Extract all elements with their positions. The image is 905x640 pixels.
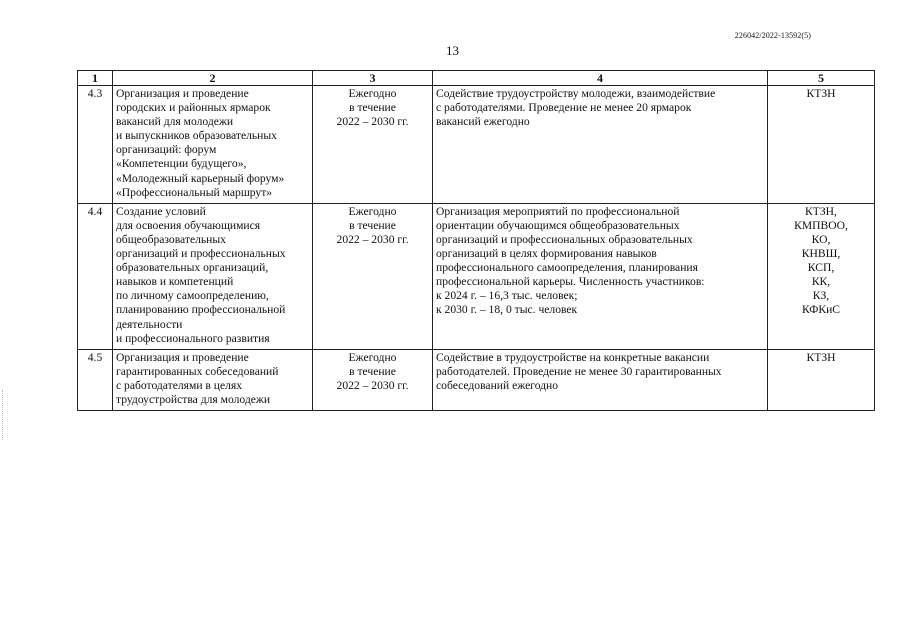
page-number: 13: [446, 43, 459, 58]
activity-executors: [768, 203, 875, 349]
activity-executors-line: КТЗН: [806, 350, 836, 364]
activity-result-line: организаций и профессиональных образовательных: [436, 232, 693, 246]
activity-term-line: в течение: [349, 101, 396, 115]
activity-term-line: Ежегодно: [348, 87, 397, 100]
activity-result-line: к 2030 г. – 18, 0 тыс. человек: [436, 303, 578, 317]
activity-result-line: с работодателями. Проведение не менее 20 ярмарок: [436, 101, 692, 115]
activity-name-line: вакансий для молодежи: [116, 115, 234, 129]
activity-name-line: и профессионального развития: [116, 331, 270, 345]
activity-name-line: и выпускников образовательных: [116, 129, 277, 143]
activity-term-line: Ежегодно: [348, 204, 397, 218]
table-row: [78, 203, 875, 349]
table-body: [78, 86, 875, 411]
activity-term-line: Ежегодно: [348, 350, 397, 364]
activity-term: [313, 203, 433, 349]
row-number: 4.3: [78, 86, 113, 204]
activity-result: [433, 203, 768, 349]
activity-term-line: в течение: [349, 218, 396, 232]
activity-term-line: 2022 – 2030 гг.: [336, 232, 409, 246]
activity-result: [433, 349, 768, 410]
activity-result: [433, 86, 768, 204]
activity-name-line: планированию профессиональной: [116, 303, 286, 317]
row-number: 4.4: [78, 203, 113, 349]
activity-executors-line: КК,: [811, 275, 831, 289]
header-row: [78, 71, 875, 86]
table-header: [78, 71, 875, 86]
header-col-1: 1: [78, 71, 113, 86]
activity-result-line: профессиональной карьеры. Численность участников:: [436, 275, 705, 289]
plan-table: [77, 70, 875, 411]
activity-result-line: организаций в целях формирования навыков: [436, 247, 657, 261]
activity-executors: [768, 349, 875, 410]
activity-term: [313, 86, 433, 204]
activity-name-line: общеобразовательных: [116, 232, 226, 246]
table-row: [78, 349, 875, 410]
activity-name: [113, 86, 313, 204]
activity-term-line: в течение: [349, 364, 396, 378]
activity-name-line: Организация и проведение: [116, 350, 249, 364]
activity-executors: [768, 86, 875, 204]
activity-name-line: Создание условий: [116, 204, 206, 218]
activity-name-line: трудоустройства для молодежи: [116, 392, 271, 406]
header-col-5: 5: [768, 71, 875, 86]
table-row: [78, 86, 875, 204]
header-col-2: 2: [113, 71, 313, 86]
activity-name-line: гарантированных собеседований: [116, 364, 279, 378]
activity-name: [113, 203, 313, 349]
header-col-4: 4: [433, 71, 768, 86]
activity-name-line: по личному самоопределению,: [116, 289, 269, 303]
activity-name-line: организаций и профессиональных: [116, 247, 286, 261]
activity-result-line: к 2024 г. – 16,3 тыс. человек;: [436, 289, 578, 303]
activity-name-line: для освоения обучающимися: [116, 218, 261, 232]
activity-name-line: «Профессиональный маршрут»: [116, 185, 273, 199]
document-id: 226042/2022-13592(5): [734, 31, 811, 40]
activity-result-line: вакансий ежегодно: [436, 115, 530, 129]
activity-name-line: с работодателями в целях: [116, 378, 243, 392]
activity-name-line: «Молодежный карьерный форум»: [116, 171, 285, 185]
activity-name-line: деятельности: [116, 317, 183, 331]
activity-name-line: Организация и проведение: [116, 87, 249, 100]
activity-result-line: ориентации обучающимся общеобразовательных: [436, 218, 680, 232]
activity-result-line: работодателей. Проведение не менее 30 гарантированных: [436, 364, 722, 378]
activity-executors-line: КО,: [811, 232, 831, 246]
activity-executors-line: КТЗН,: [805, 204, 837, 218]
activity-result-line: Содействие в трудоустройстве на конкретные вакансии: [436, 350, 710, 364]
activity-result-line: Организация мероприятий по профессиональной: [436, 204, 680, 218]
activity-executors-line: КНВШ,: [801, 247, 841, 261]
activity-result-line: профессионального самоопределения, планирования: [436, 261, 698, 275]
activity-term-line: 2022 – 2030 гг.: [336, 115, 409, 129]
activity-term: [313, 349, 433, 410]
row-number: 4.5: [78, 349, 113, 410]
activity-executors-line: КМПВОО,: [794, 218, 848, 232]
activity-name-line: организаций: форум: [116, 143, 217, 157]
activity-name-line: навыков и компетенций: [116, 275, 234, 289]
activity-result-line: собеседований ежегодно: [436, 378, 559, 392]
activity-name-line: городских и районных ярмарок: [116, 101, 271, 115]
header-col-3: 3: [313, 71, 433, 86]
activity-executors-line: КЗ,: [812, 289, 830, 303]
activity-executors-line: КСП,: [807, 261, 835, 275]
activity-name-line: образовательных организаций,: [116, 261, 269, 275]
activity-executors-line: КФКиС: [801, 303, 841, 317]
activity-executors-line: КТЗН: [806, 87, 836, 100]
activity-result-line: Содействие трудоустройству молодежи, взаимодействие: [436, 87, 716, 100]
activity-name: [113, 349, 313, 410]
activity-name-line: «Компетенции будущего»,: [116, 157, 247, 171]
activity-term-line: 2022 – 2030 гг.: [336, 378, 409, 392]
margin-scan-marks: [2, 390, 6, 440]
